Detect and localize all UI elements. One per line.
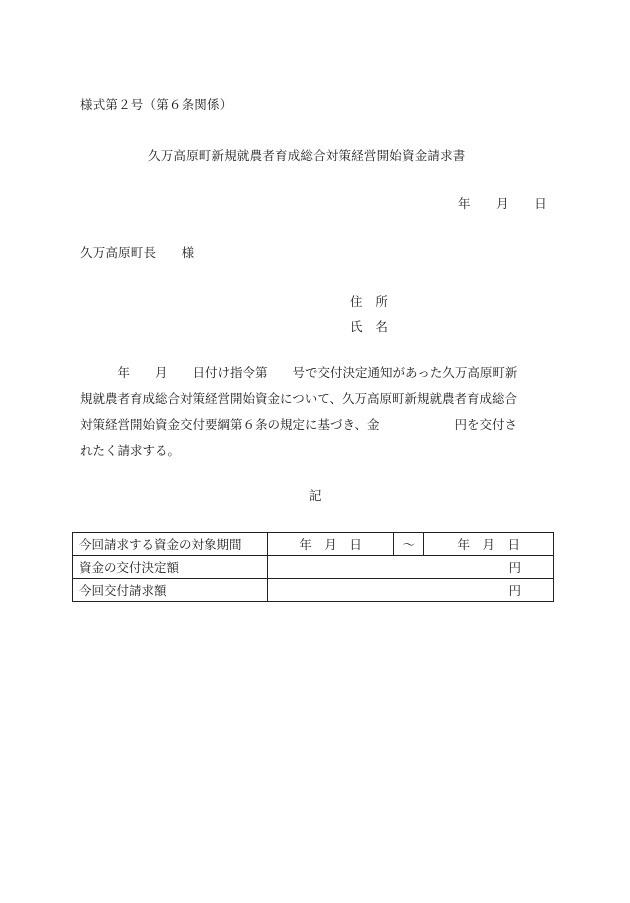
address-label: 住 所 <box>350 294 389 309</box>
request-body <box>80 360 550 464</box>
request-amount-field[interactable]: 円 <box>267 579 553 602</box>
addressee: 久万高原町長 様 <box>80 245 195 260</box>
date-line: 年 月 日 <box>458 196 547 211</box>
period-label: 今回請求する資金の対象期間 <box>73 533 268 556</box>
body-line: れたく請求する。 <box>80 443 181 458</box>
table-row <box>73 556 554 579</box>
period-separator: ～ <box>394 533 424 556</box>
form-number: 様式第２号（第６条関係） <box>80 97 233 112</box>
decided-amount-field[interactable]: 円 <box>267 556 553 579</box>
decided-amount-label: 資金の交付決定額 <box>73 556 268 579</box>
period-start-field[interactable]: 年 月 日 <box>267 533 394 556</box>
note-heading: 記 <box>309 488 322 503</box>
body-line: 対策経営開始資金交付要綱第６条の規定に基づき、金 円を交付さ <box>80 417 518 432</box>
request-table <box>72 532 554 602</box>
body-line: 規就農者育成総合対策経営開始資金について、久万高原町新規就農者育成総合 <box>80 391 518 406</box>
period-end-field[interactable]: 年 月 日 <box>424 533 554 556</box>
request-amount-label: 今回交付請求額 <box>73 579 268 602</box>
table-row <box>73 533 554 556</box>
table-row <box>73 579 554 602</box>
body-line: 年 月 日付け指令第 号で交付決定通知があった久万高原町新 <box>80 365 518 380</box>
document-title: 久万高原町新規就農者育成総合対策経営開始資金請求書 <box>148 148 466 163</box>
name-label: 氏 名 <box>350 319 389 334</box>
